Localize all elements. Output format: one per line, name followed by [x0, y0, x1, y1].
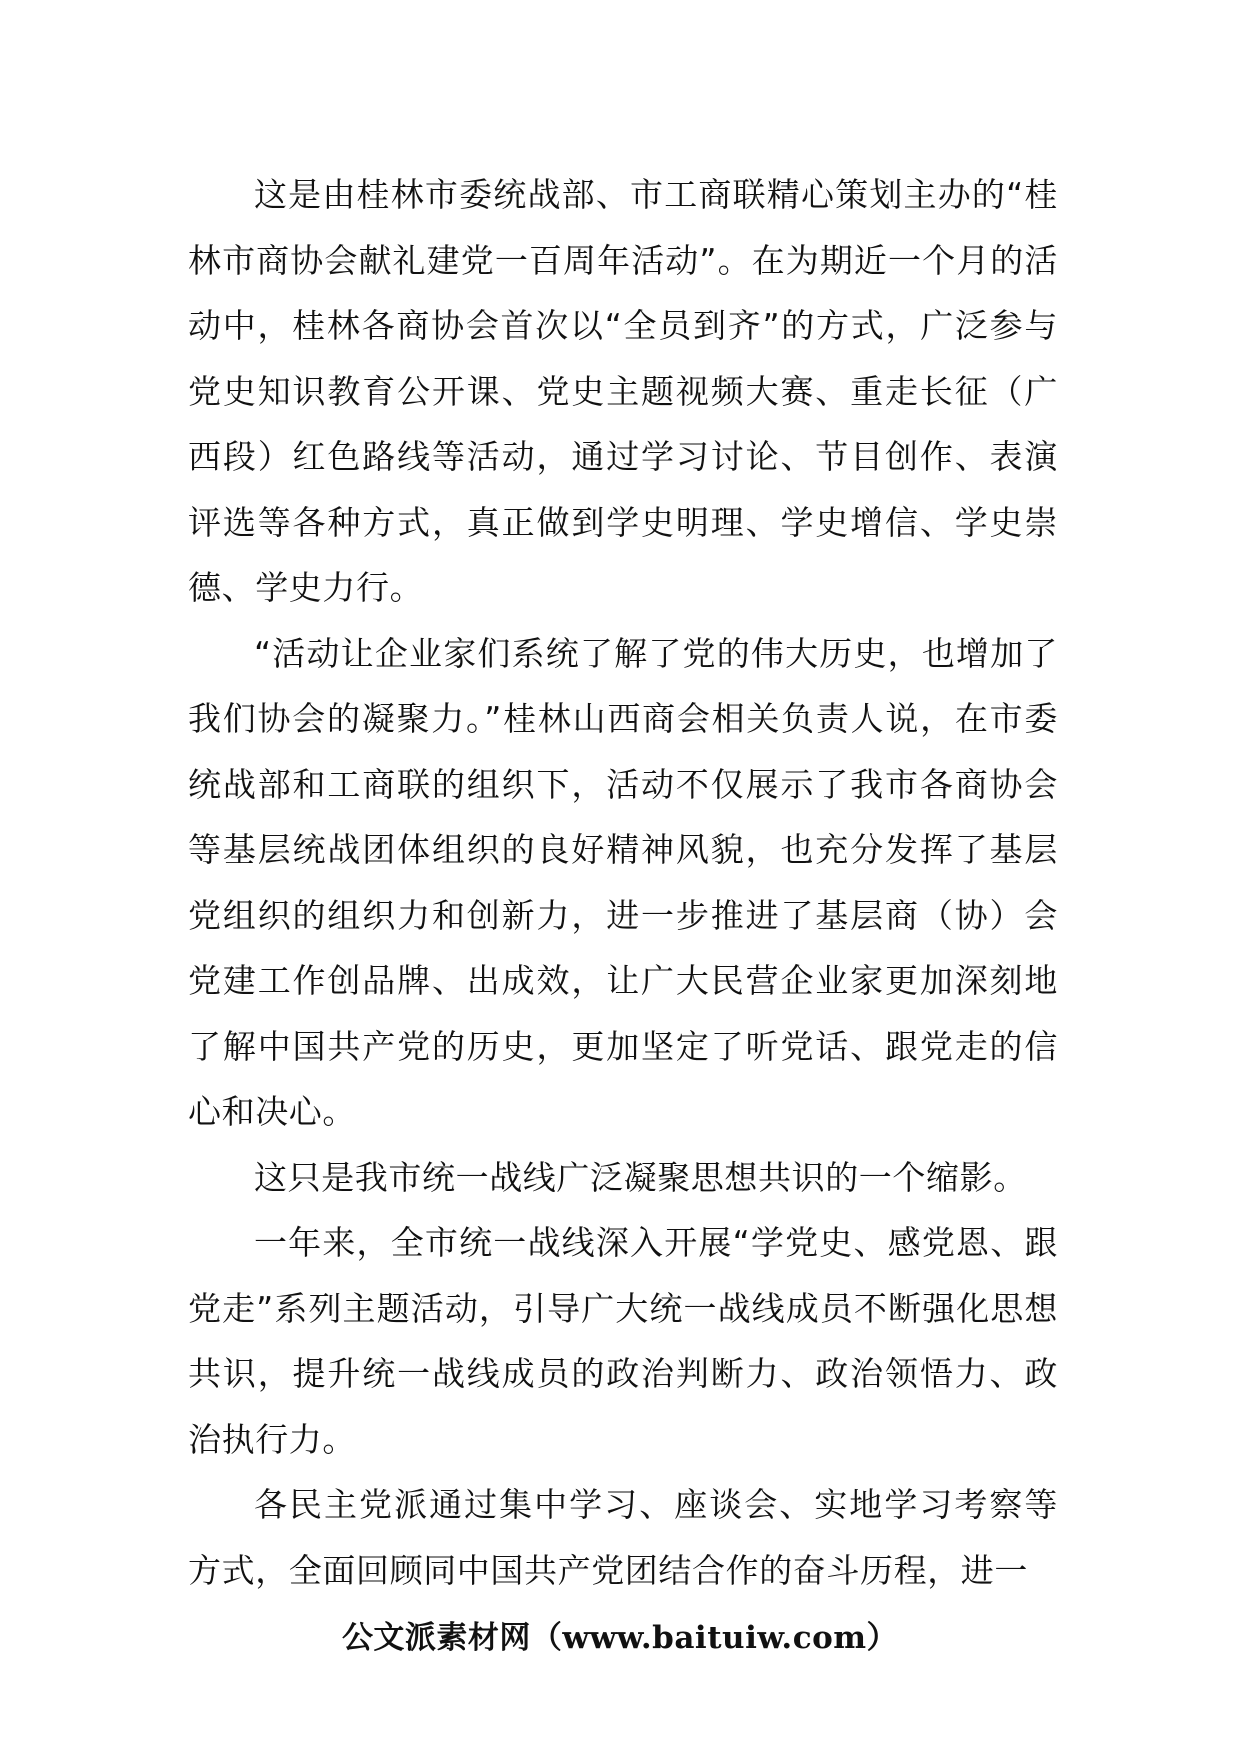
article-body	[188, 162, 1058, 1603]
paragraph: 各民主党派通过集中学习、座谈会、实地学习考察等方式，全面回顾同中国共产党团结合作的奋斗历程，进一	[188, 1485, 1058, 1590]
paragraph: 这是由桂林市委统战部、市工商联精心策划主办的“桂林市商协会献礼建党一百周年活动”。在为期近一个月的活动中，桂林各商协会首次以“全员到齐”的方式，广泛参与党史知识教育公开课、党史主题视频大赛、重走长征（广西段）红色路线等活动，通过学习讨论、节目创作、表演评选等各种方式，真正做到学史明理、学史增信、学史崇德、学史力行。	[188, 175, 1058, 607]
paragraph: 这只是我市统一战线广泛凝聚思想共识的一个缩影。	[254, 1157, 1027, 1197]
paragraph: “活动让企业家们系统了解了党的伟大历史，也增加了我们协会的凝聚力。”桂林山西商会相关负责人说，在市委统战部和工商联的组织下，活动不仅展示了我市各商协会等基层统战团体组织的良好精神风貌，也充分发挥了基层党组织的组织力和创新力，进一步推进了基层商（协）会党建工作创品牌、出成效，让广大民营企业家更加深刻地了解中国共产党的历史，更加坚定了听党话、跟党走的信心和决心。	[188, 633, 1058, 1131]
footer-watermark: 公文派素材网（www.baituiw.com）	[341, 1620, 899, 1656]
paragraph: 一年来，全市统一战线深入开展“学党史、感党恩、跟党走”系列主题活动，引导广大统一战线成员不断强化思想共识，提升统一战线成员的政治判断力、政治领悟力、政治执行力。	[188, 1223, 1058, 1459]
